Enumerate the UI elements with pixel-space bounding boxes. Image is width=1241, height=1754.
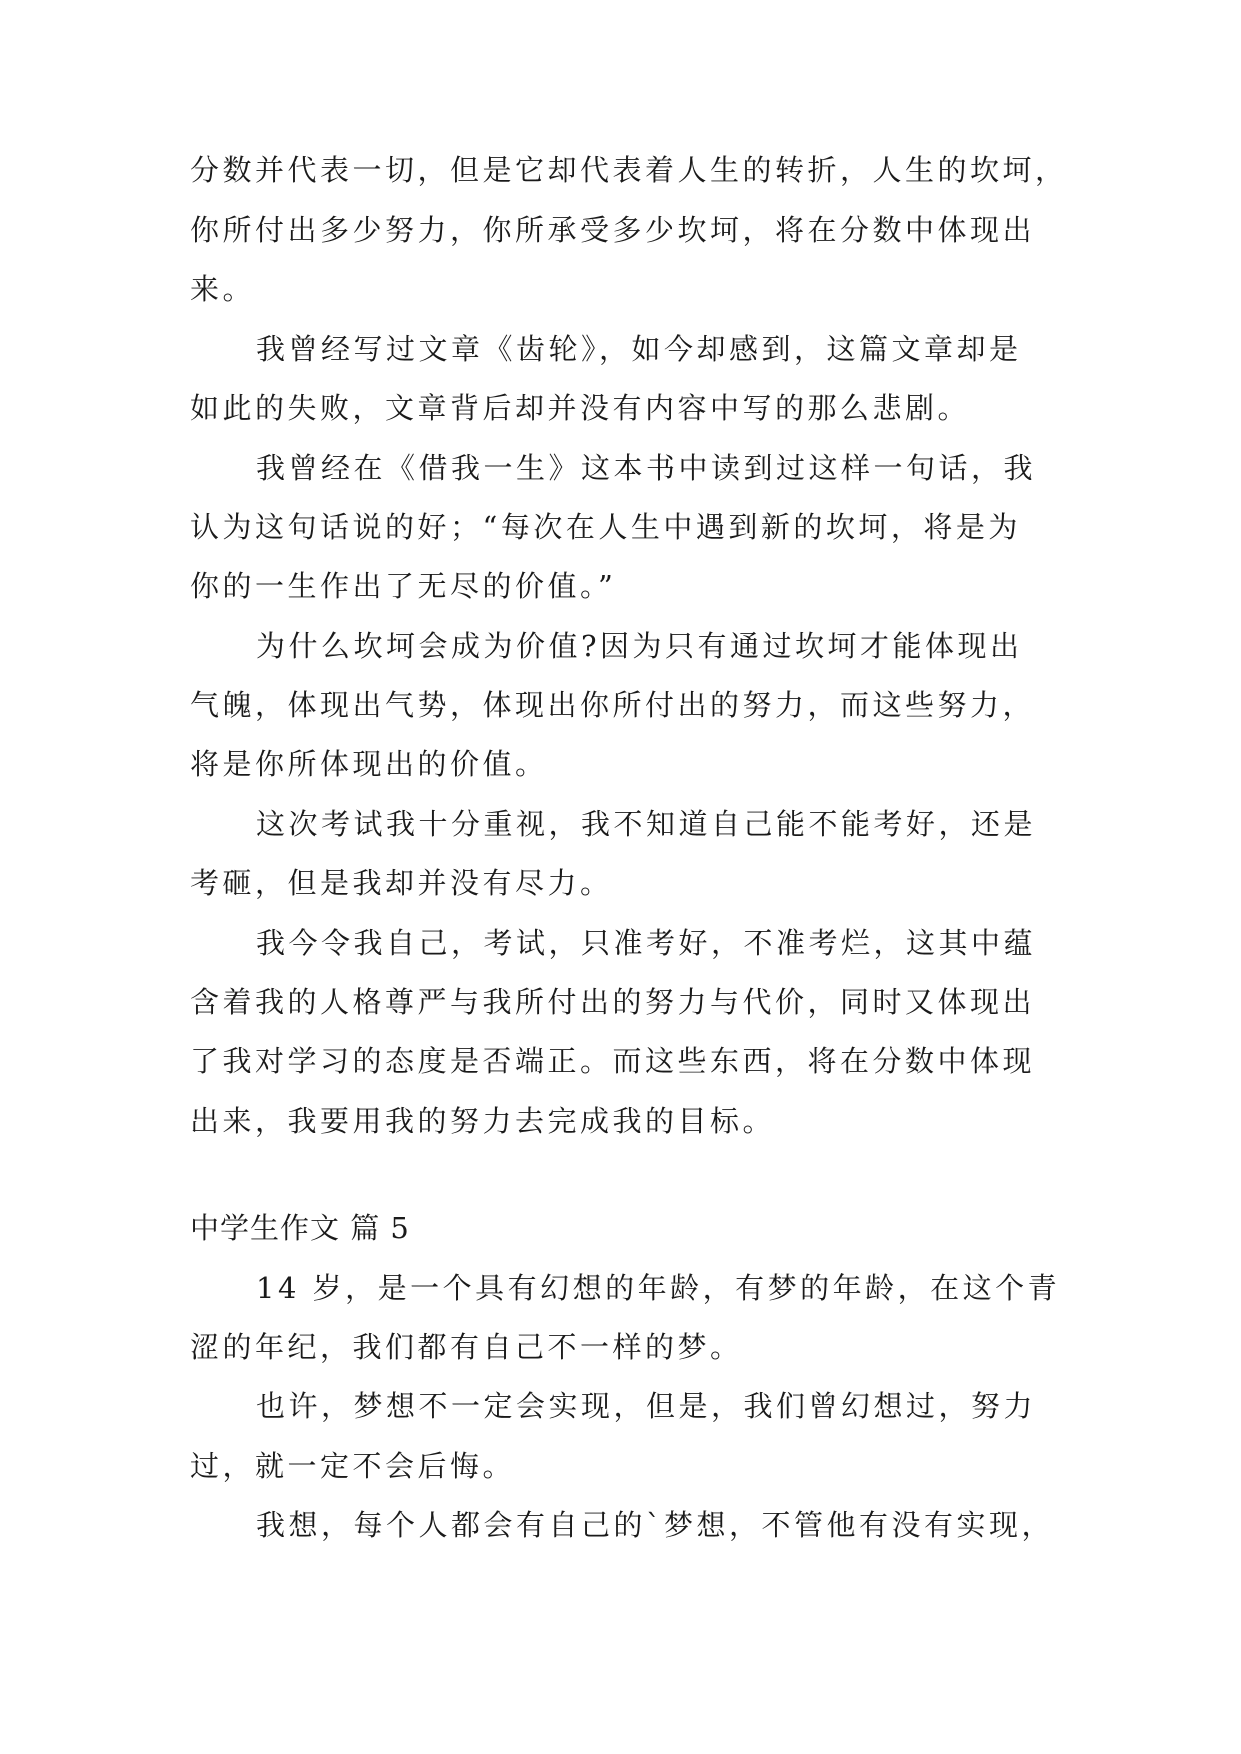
text-line: 将是你所体现出的价值。 bbox=[190, 747, 548, 781]
paragraph-first-line: 我曾经在《借我一生》这本书中读到过这样一句话，我 bbox=[256, 451, 1037, 485]
paragraph-first-line: 14 岁，是一个具有幻想的年龄，有梦的年龄，在这个青 bbox=[256, 1271, 1061, 1305]
text-line: 气魄，体现出气势，体现出你所付出的努力，而这些努力， bbox=[190, 688, 1036, 722]
text-line: 如此的失败，文章背后却并没有内容中写的那么悲剧。 bbox=[190, 391, 971, 425]
text-line: 分数并代表一切，但是它却代表着人生的转折，人生的坎坷， bbox=[190, 153, 1068, 187]
paragraph-first-line: 为什么坎坷会成为价值?因为只有通过坎坷才能体现出 bbox=[256, 629, 1023, 663]
text-line: 你所付出多少努力，你所承受多少坎坷，将在分数中体现出 bbox=[190, 213, 1036, 247]
paragraph-first-line: 我想，每个人都会有自己的`梦想，不管他有没有实现， bbox=[256, 1508, 1055, 1542]
paragraph-first-line: 也许，梦想不一定会实现，但是，我们曾幻想过，努力 bbox=[256, 1389, 1037, 1423]
text-line: 出来，我要用我的努力去完成我的目标。 bbox=[190, 1104, 776, 1138]
text-line: 涩的年纪，我们都有自己不一样的梦。 bbox=[190, 1330, 743, 1364]
text-line: 来。 bbox=[190, 272, 256, 306]
text-line: 认为这句话说的好；“每次在人生中遇到新的坎坷，将是为 bbox=[190, 510, 1021, 544]
paragraph-first-line: 我曾经写过文章《齿轮》，如今却感到，这篇文章却是 bbox=[256, 332, 1022, 366]
text-line: 你的一生作出了无尽的价值。” bbox=[190, 569, 617, 603]
paragraph-first-line: 这次考试我十分重视，我不知道自己能不能考好，还是 bbox=[256, 807, 1037, 841]
text-line: 了我对学习的态度是否端正。而这些东西，将在分数中体现 bbox=[190, 1044, 1036, 1078]
paragraph-first-line: 我今令我自己，考试，只准考好，不准考烂，这其中蕴 bbox=[256, 926, 1037, 960]
section-heading: 中学生作文 篇 5 bbox=[190, 1211, 410, 1245]
text-line: 过，就一定不会后悔。 bbox=[190, 1449, 516, 1483]
text-line: 考砸，但是我却并没有尽力。 bbox=[190, 866, 613, 900]
text-line: 含着我的人格尊严与我所付出的努力与代价，同时又体现出 bbox=[190, 985, 1036, 1019]
